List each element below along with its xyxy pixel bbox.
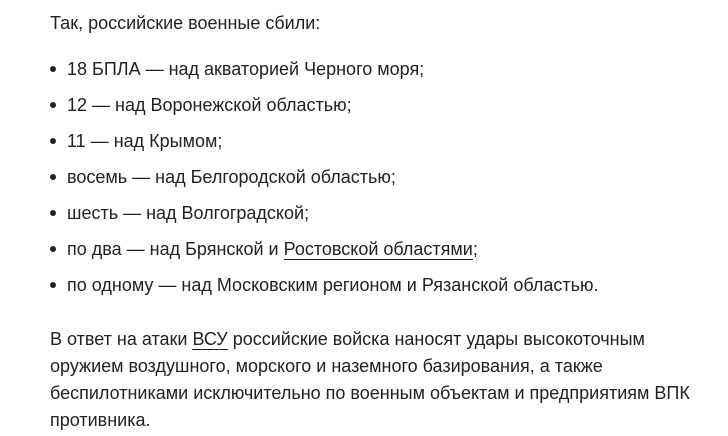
outro-text-before: В ответ на атаки bbox=[50, 329, 193, 349]
list-item-text: 11 — над Крымом; bbox=[67, 131, 223, 151]
list-item bbox=[50, 127, 690, 163]
list-item-text: по одному — над Московским регионом и Рязанской областью. bbox=[67, 275, 599, 295]
list-item bbox=[50, 199, 690, 235]
bullet-icon bbox=[50, 174, 56, 180]
list-item-text-before: по два — над Брянской и bbox=[67, 239, 284, 259]
list-item-text: шесть — над Волгоградской; bbox=[67, 203, 310, 223]
bullet-icon bbox=[50, 210, 56, 216]
list-item bbox=[50, 235, 690, 271]
bullet-icon bbox=[50, 138, 56, 144]
list-item-text: 18 БПЛА — над акваторией Черного моря; bbox=[67, 59, 425, 79]
list-item bbox=[50, 271, 690, 307]
list-item-text: восемь — над Белгородской областью; bbox=[67, 167, 396, 187]
bullet-list bbox=[50, 55, 690, 307]
list-item bbox=[50, 91, 690, 127]
bullet-icon bbox=[50, 282, 56, 288]
list-item-text: 12 — над Воронежской областью; bbox=[67, 95, 352, 115]
intro-paragraph: Так, российские военные сбили: bbox=[50, 13, 321, 33]
bullet-icon bbox=[50, 246, 56, 252]
outro-paragraph bbox=[50, 326, 690, 434]
list-item-text-after: ; bbox=[472, 239, 478, 259]
list-item bbox=[50, 163, 690, 199]
bullet-icon bbox=[50, 102, 56, 108]
list-item bbox=[50, 55, 690, 91]
outro-text-after: российские войска наносят удары высокоточным оружием воздушного, морского и наземного базирования, а также беспилотниками исключительно по военным объектам и предприятиям ВПК противника. bbox=[50, 329, 690, 430]
rostov-region-link[interactable]: Ростовской областями bbox=[283, 239, 473, 259]
bullet-icon bbox=[50, 66, 56, 72]
vsu-link[interactable]: ВСУ bbox=[192, 329, 228, 349]
